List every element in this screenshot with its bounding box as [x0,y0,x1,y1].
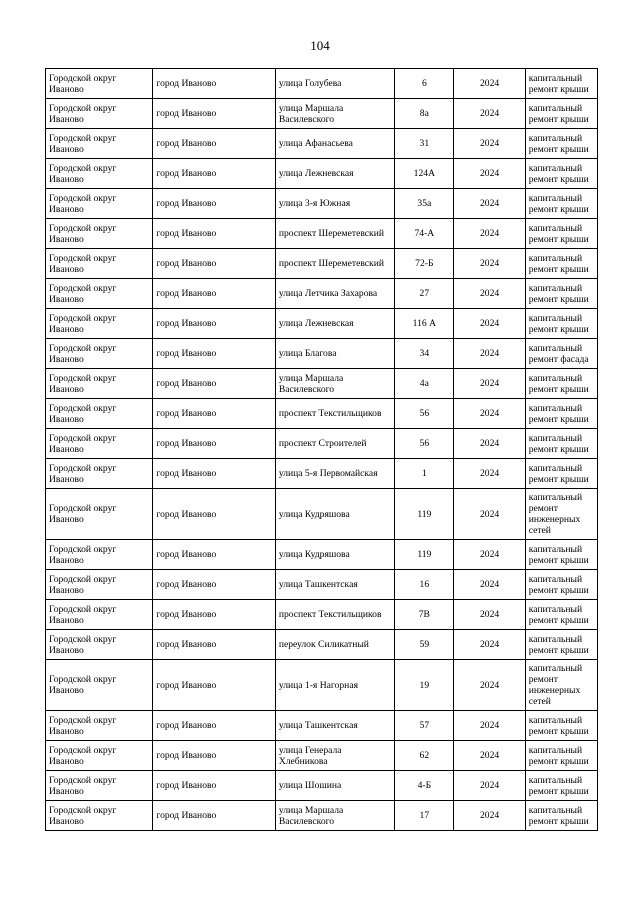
house-number-cell: 119 [395,540,454,570]
house-number-cell: 34 [395,339,454,369]
district-cell: Городской округ Иваново [46,711,153,741]
house-number-cell: 119 [395,489,454,540]
year-cell: 2024 [454,249,525,279]
work-type-cell: капитальный ремонт крыши [525,279,597,309]
city-cell: город Иваново [153,630,275,660]
district-cell: Городской округ Иваново [46,399,153,429]
table-row [46,459,598,489]
street-cell: улица Маршала Василевского [275,99,394,129]
house-number-cell: 27 [395,279,454,309]
city-cell: город Иваново [153,741,275,771]
street-cell: проспект Текстильщиков [275,399,394,429]
table-row [46,630,598,660]
city-cell: город Иваново [153,279,275,309]
house-number-cell: 124А [395,159,454,189]
district-cell: Городской округ Иваново [46,159,153,189]
year-cell: 2024 [454,99,525,129]
table-row [46,660,598,711]
street-cell: улица Ташкентская [275,711,394,741]
district-cell: Городской округ Иваново [46,630,153,660]
year-cell: 2024 [454,189,525,219]
street-cell: улица Генерала Хлебникова [275,741,394,771]
district-cell: Городской округ Иваново [46,540,153,570]
district-cell: Городской округ Иваново [46,219,153,249]
city-cell: город Иваново [153,771,275,801]
house-number-cell: 1 [395,459,454,489]
year-cell: 2024 [454,711,525,741]
district-cell: Городской округ Иваново [46,660,153,711]
year-cell: 2024 [454,801,525,831]
year-cell: 2024 [454,279,525,309]
registry-table-body [46,69,598,831]
work-type-cell: капитальный ремонт крыши [525,399,597,429]
year-cell: 2024 [454,540,525,570]
year-cell: 2024 [454,399,525,429]
work-type-cell: капитальный ремонт крыши [525,309,597,339]
district-cell: Городской округ Иваново [46,69,153,99]
district-cell: Городской округ Иваново [46,129,153,159]
street-cell: улица Кудряшова [275,489,394,540]
street-cell: улица Шошина [275,771,394,801]
city-cell: город Иваново [153,711,275,741]
house-number-cell: 17 [395,801,454,831]
table-row [46,801,598,831]
city-cell: город Иваново [153,249,275,279]
city-cell: город Иваново [153,69,275,99]
work-type-cell: капитальный ремонт инженерных сетей [525,660,597,711]
work-type-cell: капитальный ремонт инженерных сетей [525,489,597,540]
street-cell: улица Лежневская [275,159,394,189]
house-number-cell: 57 [395,711,454,741]
house-number-cell: 62 [395,741,454,771]
house-number-cell: 56 [395,429,454,459]
house-number-cell: 8а [395,99,454,129]
street-cell: улица 3-я Южная [275,189,394,219]
work-type-cell: капитальный ремонт крыши [525,99,597,129]
city-cell: город Иваново [153,159,275,189]
city-cell: город Иваново [153,489,275,540]
house-number-cell: 4-Б [395,771,454,801]
year-cell: 2024 [454,129,525,159]
work-type-cell: капитальный ремонт крыши [525,459,597,489]
year-cell: 2024 [454,219,525,249]
page-number: 104 [310,38,330,53]
work-type-cell: капитальный ремонт крыши [525,69,597,99]
street-cell: улица 1-я Нагорная [275,660,394,711]
work-type-cell: капитальный ремонт крыши [525,741,597,771]
district-cell: Городской округ Иваново [46,99,153,129]
table-row [46,600,598,630]
table-row [46,540,598,570]
district-cell: Городской округ Иваново [46,429,153,459]
city-cell: город Иваново [153,540,275,570]
street-cell: улица Маршала Василевского [275,801,394,831]
work-type-cell: капитальный ремонт крыши [525,249,597,279]
street-cell: улица Лежневская [275,309,394,339]
table-row [46,369,598,399]
street-cell: улица Афанасьева [275,129,394,159]
year-cell: 2024 [454,69,525,99]
table-row [46,741,598,771]
table-row [46,219,598,249]
street-cell: улица Благова [275,339,394,369]
district-cell: Городской округ Иваново [46,489,153,540]
house-number-cell: 59 [395,630,454,660]
work-type-cell: капитальный ремонт крыши [525,129,597,159]
city-cell: город Иваново [153,309,275,339]
year-cell: 2024 [454,159,525,189]
city-cell: город Иваново [153,339,275,369]
district-cell: Городской округ Иваново [46,309,153,339]
table-row [46,339,598,369]
work-type-cell: капитальный ремонт крыши [525,159,597,189]
work-type-cell: капитальный ремонт крыши [525,630,597,660]
year-cell: 2024 [454,429,525,459]
street-cell: проспект Текстильщиков [275,600,394,630]
district-cell: Городской округ Иваново [46,459,153,489]
city-cell: город Иваново [153,129,275,159]
work-type-cell: капитальный ремонт крыши [525,429,597,459]
year-cell: 2024 [454,660,525,711]
house-number-cell: 16 [395,570,454,600]
work-type-cell: капитальный ремонт крыши [525,771,597,801]
table-row [46,399,598,429]
street-cell: проспект Шереметевский [275,219,394,249]
district-cell: Городской округ Иваново [46,249,153,279]
table-row [46,129,598,159]
table-row [46,309,598,339]
district-cell: Городской округ Иваново [46,279,153,309]
city-cell: город Иваново [153,369,275,399]
table-row [46,249,598,279]
house-number-cell: 72-Б [395,249,454,279]
year-cell: 2024 [454,570,525,600]
year-cell: 2024 [454,741,525,771]
city-cell: город Иваново [153,399,275,429]
work-type-cell: капитальный ремонт крыши [525,600,597,630]
house-number-cell: 31 [395,129,454,159]
year-cell: 2024 [454,600,525,630]
city-cell: город Иваново [153,429,275,459]
work-type-cell: капитальный ремонт фасада [525,339,597,369]
table-row [46,159,598,189]
table-row [46,489,598,540]
table-row [46,99,598,129]
year-cell: 2024 [454,771,525,801]
work-type-cell: капитальный ремонт крыши [525,369,597,399]
table-row [46,69,598,99]
work-type-cell: капитальный ремонт крыши [525,219,597,249]
year-cell: 2024 [454,309,525,339]
table-row [46,189,598,219]
table-row [46,771,598,801]
city-cell: город Иваново [153,219,275,249]
street-cell: улица Летчика Захарова [275,279,394,309]
work-type-cell: капитальный ремонт крыши [525,540,597,570]
street-cell: проспект Строителей [275,429,394,459]
city-cell: город Иваново [153,570,275,600]
house-number-cell: 4а [395,369,454,399]
city-cell: город Иваново [153,600,275,630]
year-cell: 2024 [454,489,525,540]
district-cell: Городской округ Иваново [46,801,153,831]
district-cell: Городской округ Иваново [46,189,153,219]
district-cell: Городской округ Иваново [46,339,153,369]
work-type-cell: капитальный ремонт крыши [525,711,597,741]
street-cell: улица Ташкентская [275,570,394,600]
district-cell: Городской округ Иваново [46,771,153,801]
work-type-cell: капитальный ремонт крыши [525,570,597,600]
year-cell: 2024 [454,630,525,660]
city-cell: город Иваново [153,801,275,831]
house-number-cell: 35а [395,189,454,219]
work-type-cell: капитальный ремонт крыши [525,189,597,219]
table-row [46,711,598,741]
city-cell: город Иваново [153,189,275,219]
registry-table [45,68,598,831]
work-type-cell: капитальный ремонт крыши [525,801,597,831]
house-number-cell: 116 А [395,309,454,339]
table-row [46,429,598,459]
table-row [46,570,598,600]
street-cell: улица Кудряшова [275,540,394,570]
table-row [46,279,598,309]
street-cell: улица 5-я Первомайская [275,459,394,489]
district-cell: Городской округ Иваново [46,741,153,771]
street-cell: переулок Силикатный [275,630,394,660]
house-number-cell: 19 [395,660,454,711]
street-cell: улица Маршала Василевского [275,369,394,399]
year-cell: 2024 [454,339,525,369]
district-cell: Городской округ Иваново [46,570,153,600]
house-number-cell: 7В [395,600,454,630]
street-cell: улица Голубева [275,69,394,99]
year-cell: 2024 [454,459,525,489]
city-cell: город Иваново [153,660,275,711]
street-cell: проспект Шереметевский [275,249,394,279]
house-number-cell: 74-А [395,219,454,249]
year-cell: 2024 [454,369,525,399]
city-cell: город Иваново [153,459,275,489]
house-number-cell: 6 [395,69,454,99]
district-cell: Городской округ Иваново [46,369,153,399]
district-cell: Городской округ Иваново [46,600,153,630]
city-cell: город Иваново [153,99,275,129]
house-number-cell: 56 [395,399,454,429]
